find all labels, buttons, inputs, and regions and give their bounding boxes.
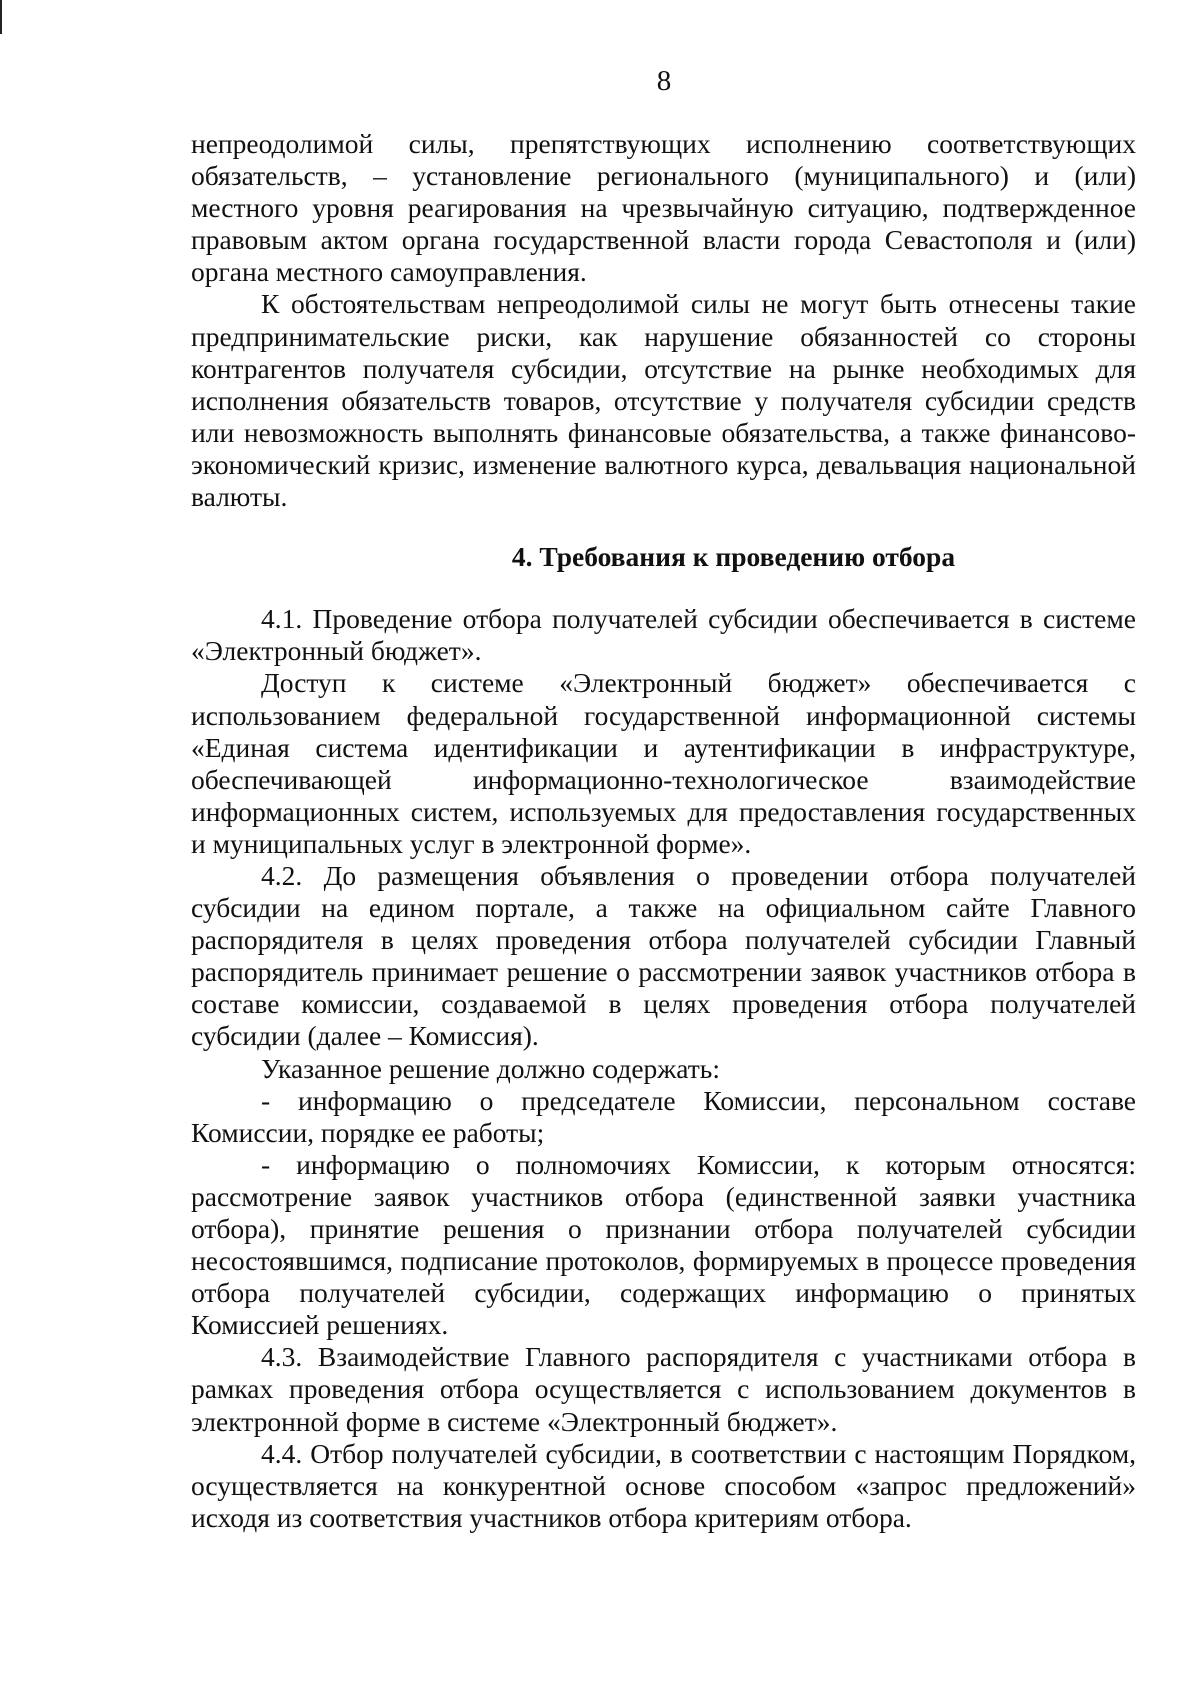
paragraph: 4.4. Отбор получателей субсидии, в соответствии с настоящим Порядком, осуществляется на конкурентной основе способом «запрос предложений» исходя из соответствия участников отбора критериям отбора. <box>191 1437 1136 1533</box>
paragraphs-after-heading <box>191 603 1136 1534</box>
paragraph: - информацию о полномочиях Комиссии, к которым относятся: рассмотрение заявок участников отбора (единственной заявки участника отбора), принятие решения о признании отбора получателей субсидии несостоявшимся, подписание протоколов, формируемых в процессе проведения отбора получателей субсидии, содержащих информацию о принятых Комиссией решениях. <box>191 1148 1136 1341</box>
paragraph: 4.2. До размещения объявления о проведении отбора получателей субсидии на едином портале, а также на официальном сайте Главного распорядителя в целях проведения отбора получателей субсидии Главный распорядитель принимает решение о рассмотрении заявок участников отбора в составе комиссии, создаваемой в целях проведения отбора получателей субсидии (далее – Комиссия). <box>191 859 1136 1052</box>
paragraph: Указанное решение должно содержать: <box>261 1052 720 1084</box>
section-heading: 4. Требования к проведению отбора <box>511 541 956 573</box>
page-number: 8 <box>656 65 672 97</box>
paragraph: Доступ к системе «Электронный бюджет» обеспечивается с использованием федеральной государственной информационной системы «Единая система идентификации и аутентификации в инфраструктуре, обеспечивающей информационно-технологическое взаимодействие информационных систем, используемых для предоставления государственных и муниципальных услуг в электронной форме». <box>191 667 1136 859</box>
paragraph: непреодолимой силы, препятствующих исполнению соответствующих обязательств, – установление регионального (муниципального) и (или) местного уровня реагирования на чрезвычайную ситуацию, подтвержденное правовым актом органа государственной власти города Севастополя и (или) органа местного самоуправления. <box>191 128 1136 288</box>
paragraph: К обстоятельствам непреодолимой силы не могут быть отнесены такие предпринимательские риски, как нарушение обязанностей со стороны контрагентов получателя субсидии, отсутствие на рынке необходимых для исполнения обязательств товаров, отсутствие у получателя субсидии средств или невозможность выполнять финансовые обязательства, а также финансово-экономический кризис, изменение валютного курса, девальвация национальной валюты. <box>191 288 1136 513</box>
paragraph: - информацию о председателе Комиссии, персональном составе Комиссии, порядке ее работы; <box>191 1084 1136 1148</box>
paragraph: 4.1. Проведение отбора получателей субсидии обеспечивается в системе «Электронный бюджет». <box>191 603 1136 667</box>
document-body <box>191 128 1136 1534</box>
paragraphs-before-heading <box>191 128 1136 513</box>
scan-edge-mark <box>0 0 2 34</box>
paragraph: 4.3. Взаимодействие Главного распорядителя с участниками отбора в рамках проведения отбора осуществляется с использованием документов в электронной форме в системе «Электронный бюджет». <box>191 1341 1136 1437</box>
